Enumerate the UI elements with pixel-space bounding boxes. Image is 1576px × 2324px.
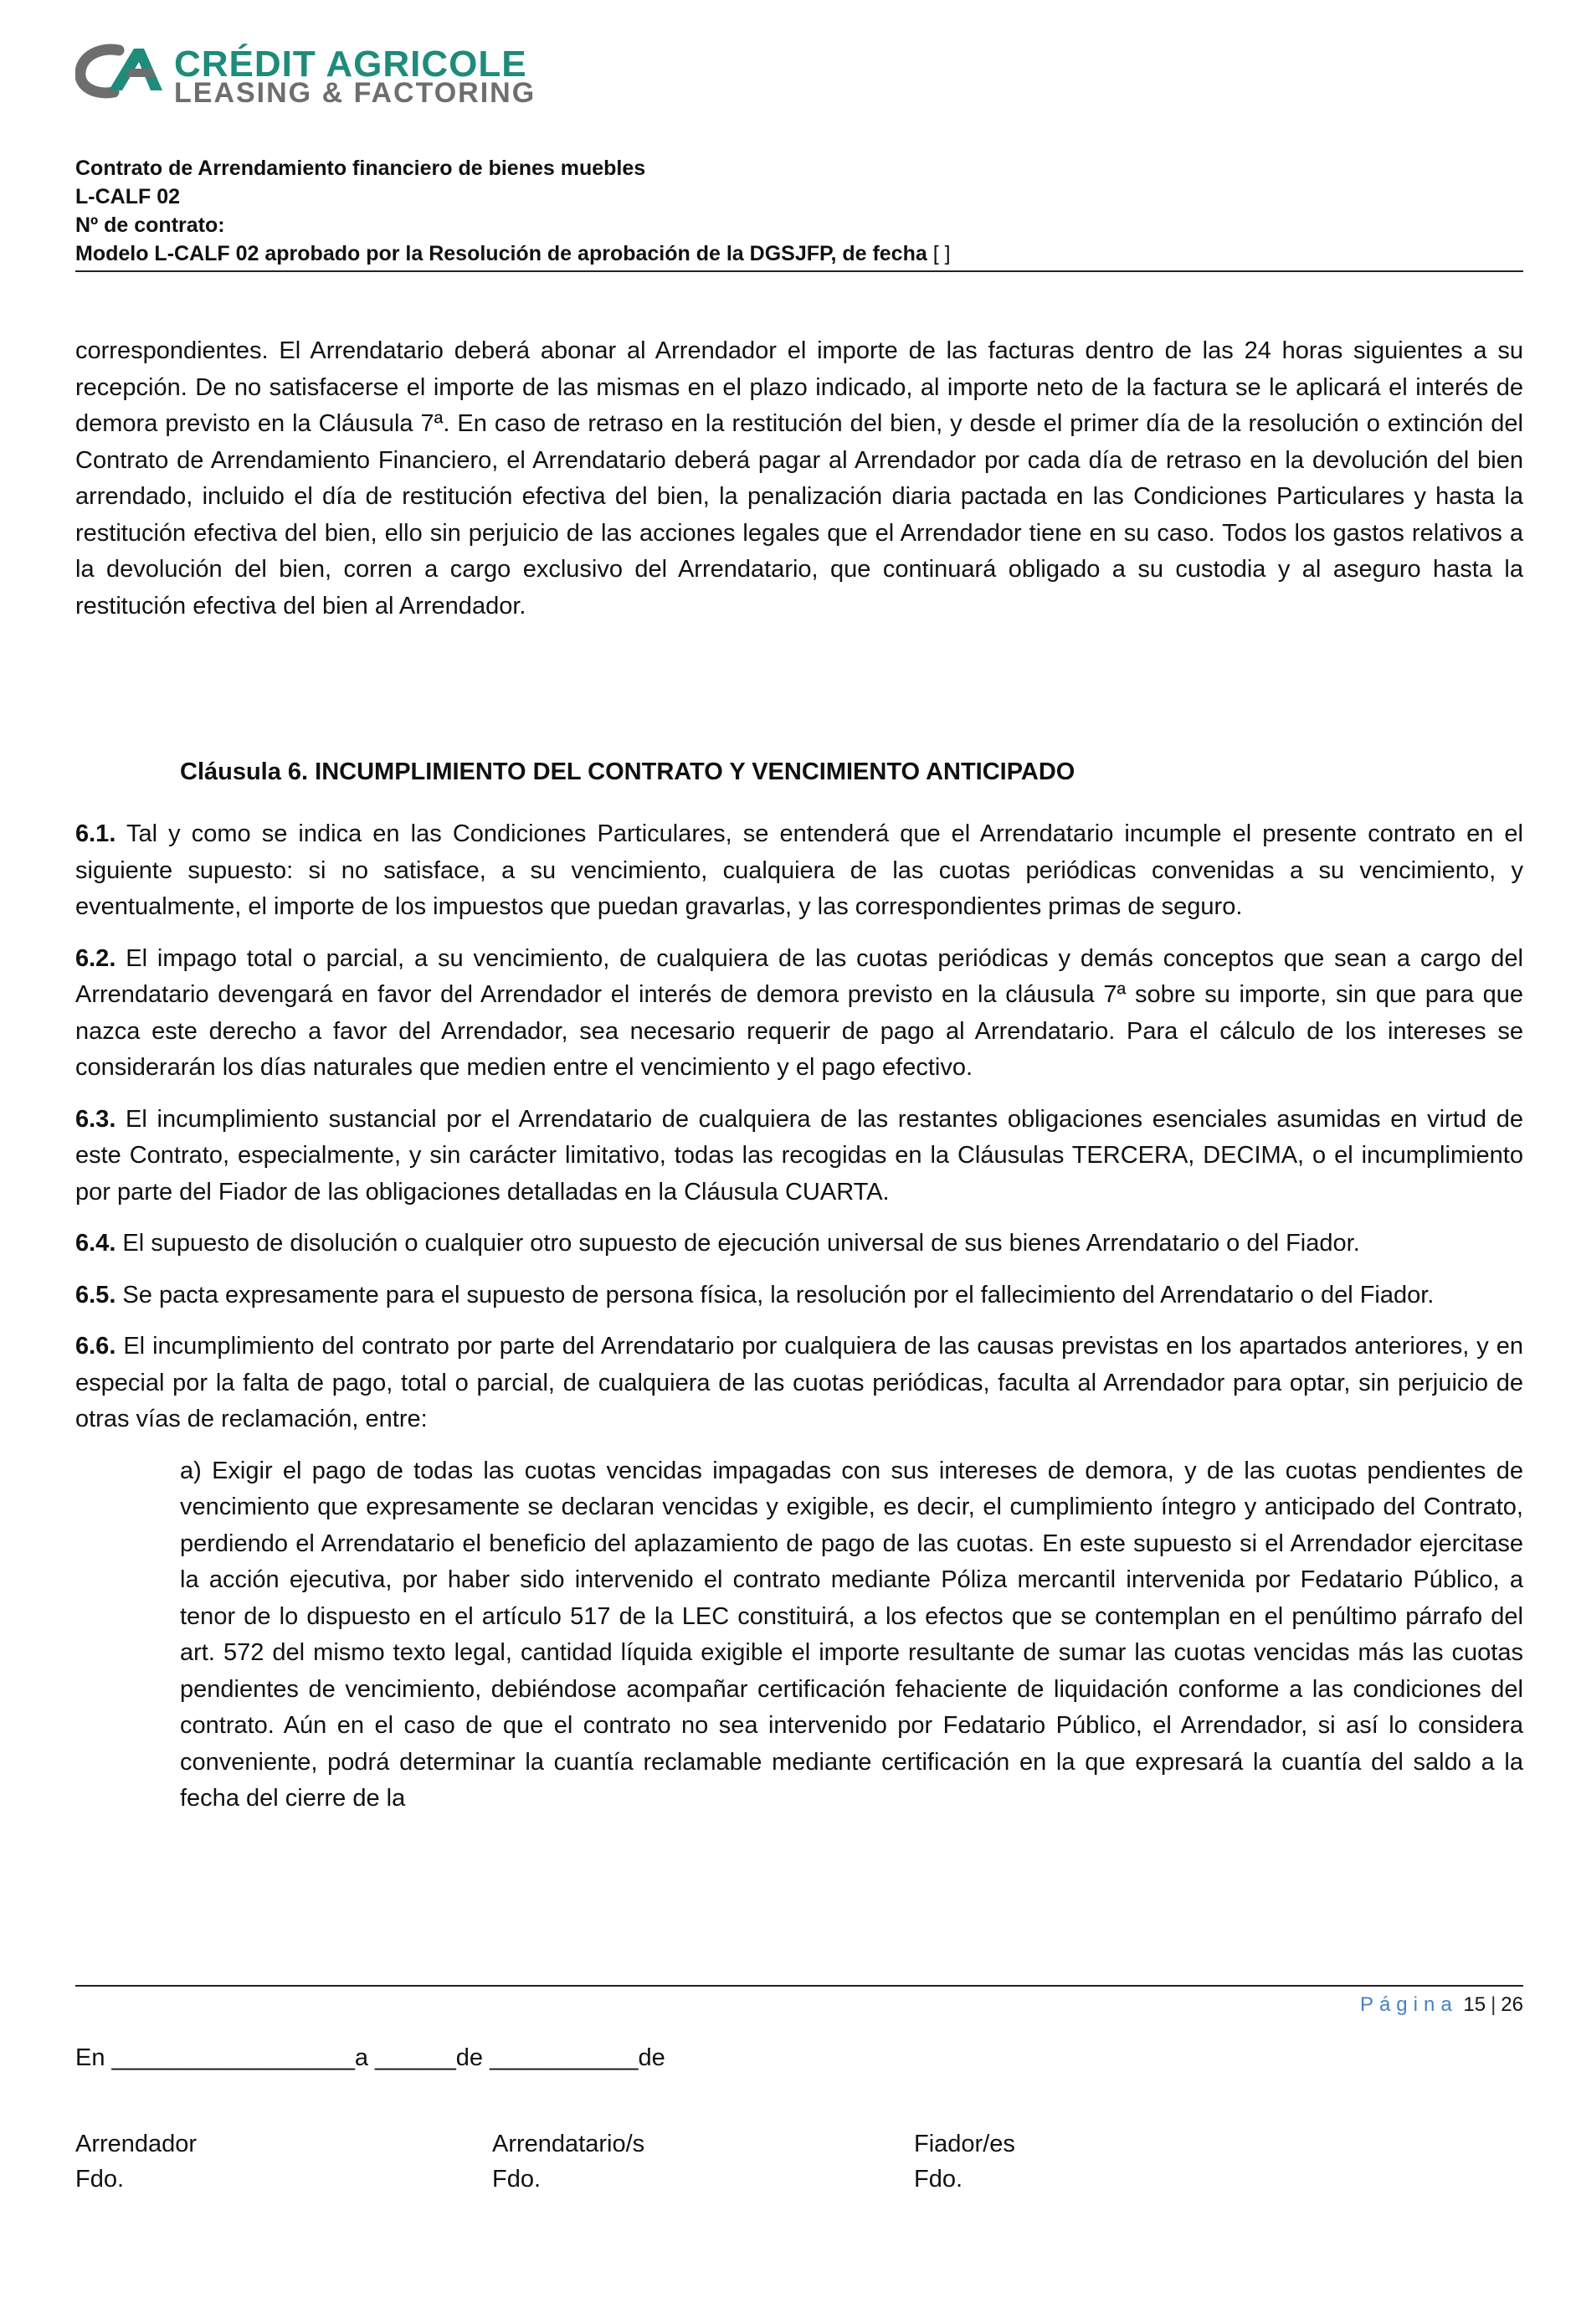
clause-sections bbox=[75, 816, 1523, 1818]
section-text: Tal y como se indica en las Condiciones Particulares, se entenderá que el Arrendatario incumple el presente contrato en el siguiente supuesto: si no satisface, a su vencimiento, cualquiera de las cuotas periódicas convenidas a su vencimiento, y eventualmente, el importe de los impuestos que puedan gravarlas, y las correspondientes primas de seguro. bbox=[75, 820, 1523, 920]
section-6-4 bbox=[75, 1226, 1523, 1262]
header-model-code: L-CALF 02 bbox=[75, 185, 180, 208]
document-header bbox=[75, 154, 1523, 268]
intro-paragraph: correspondientes. El Arrendatario deberá abonar al Arrendador el importe de las facturas dentro de las 24 horas siguientes a su recepción. De no satisfacerse el importe de las mismas en el plazo indicado, al importe neto de la factura se le aplicará el interés de demora previsto en la Cláusula 7ª. En caso de retraso en la restitución del bien, y desde el primer día de la resolución o extinción del Contrato de Arrendamiento Financiero, el Arrendatario deberá pagar al Arrendador por cada día de retraso en la devolución del bien arrendado, incluido el día de restitución efectiva del bien, la penalización diaria pactada en las Condiciones Particulares y hasta la restitución efectiva del bien, ello sin perjuicio de las acciones legales que el Arrendador tiene en su caso. Todos los gastos relativos a la devolución del bien, corren a cargo exclusivo del Arrendatario, que continuará obligado a su custodia y al aseguro hasta la restitución efectiva del bien al Arrendador. bbox=[75, 337, 1523, 620]
logo-line-2: LEASING & FACTORING bbox=[174, 77, 536, 109]
signature-fdo: Fdo. bbox=[75, 2166, 125, 2193]
section-text: Se pacta expresamente para el supuesto de persona física, la resolución por el fallecimiento del Arrendatario o del Fiador. bbox=[116, 1281, 1435, 1309]
header-approval-date: [ ] bbox=[932, 242, 951, 265]
header-divider bbox=[75, 270, 1523, 272]
page-separator: | bbox=[1491, 1993, 1496, 2016]
header-approval bbox=[75, 239, 1523, 268]
signature-place-date: En __________________a ______de ___________de bbox=[75, 2044, 665, 2071]
section-6-1 bbox=[75, 816, 1523, 926]
section-6-3 bbox=[75, 1102, 1523, 1211]
section-6-2 bbox=[75, 941, 1523, 1087]
signature-arrendador bbox=[75, 2126, 197, 2197]
section-text: El incumplimiento del contrato por parte del Arrendatario por cualquiera de las causas previstas en los apartados anteriores, y en especial por la falta de pago, total o parcial, de cualquiera de las cuotas periódicas, faculta al Arrendador para optar, sin perjuicio de otras vías de reclamación, entre: bbox=[75, 1333, 1523, 1432]
page-label: Página bbox=[1359, 1993, 1458, 2016]
footer-divider bbox=[75, 1985, 1523, 1987]
subsection-a: a) Exigir el pago de todas las cuotas vencidas impagadas con sus intereses de demora, y de las cuotas pendientes de vencimiento que expresamente se declaran vencidas y exigible, es decir, el cumplimiento íntegro y anticipado del Contrato, perdiendo el Arrendatario el beneficio del aplazamiento de pago de las cuotas. En este supuesto si el Arrendador ejercitase la acción ejecutiva, por haber sido intervenido el contrato mediante Póliza mercantil intervenida por Fedatario Público, a tenor de lo dispuesto en el artículo 517 de la LEC constituirá, a los efectos que se contemplan en el penúltimo párrafo del art. 572 del mismo texto legal, cantidad líquida exigible el importe resultante de sumar las cuotas vencidas más las cuotas pendientes de vencimiento, debiéndose acompañar certificación fehaciente de liquidación conforme a las condiciones del contrato. Aún en el caso de que el contrato no sea intervenido por Fedatario Público, el Arrendador, si así lo considera conveniente, podrá determinar la cuantía reclamable mediante certificación en la que expresará la cuantía del saldo a la fecha del cierre de la bbox=[180, 1457, 1523, 1812]
section-number: 6.4. bbox=[75, 1230, 116, 1257]
signature-fdo: Fdo. bbox=[492, 2166, 542, 2193]
signature-label: Fiador/es bbox=[914, 2131, 1015, 2157]
intro-paragraph-block bbox=[75, 333, 1523, 625]
signature-arrendatario bbox=[492, 2126, 644, 2197]
signature-label: Arrendatario/s bbox=[492, 2131, 645, 2157]
section-text: El supuesto de disolución o cualquier otro supuesto de ejecución universal de sus bienes Arrendatario o del Fiador. bbox=[116, 1230, 1360, 1257]
page-number bbox=[1360, 1993, 1523, 2017]
section-number: 6.3. bbox=[75, 1105, 116, 1133]
clause-title: Cláusula 6. INCUMPLIMIENTO DEL CONTRATO Y VENCIMIENTO ANTICIPADO bbox=[180, 758, 1075, 785]
page-total: 26 bbox=[1501, 1993, 1523, 2016]
page-current: 15 bbox=[1463, 1993, 1486, 2016]
section-text: El incumplimiento sustancial por el Arrendatario de cualquiera de las restantes obligaciones esenciales asumidas en virtud de este Contrato, especialmente, y sin carácter limitativo, todas las recogidas en la Cláusulas TERCERA, DECIMA, o el incumplimiento por parte del Fiador de las obligaciones detalladas en la Cláusula CUARTA. bbox=[75, 1105, 1523, 1206]
logo-line-1: CRÉDIT AGRICOLE bbox=[174, 44, 527, 85]
header-contract-type: Contrato de Arrendamiento financiero de bienes muebles bbox=[75, 157, 646, 180]
header-contract-number: Nº de contrato: bbox=[75, 213, 225, 237]
header-approval-text: Modelo L-CALF 02 aprobado por la Resolución de aprobación de la DGSJFP, de fecha bbox=[75, 242, 927, 265]
section-6-6 bbox=[75, 1329, 1523, 1438]
company-logo bbox=[75, 44, 569, 111]
section-number: 6.2. bbox=[75, 944, 116, 972]
section-number: 6.6. bbox=[75, 1333, 116, 1360]
section-text: El impago total o parcial, a su vencimiento, de cualquiera de las cuotas periódicas y demás conceptos que sean a cargo del Arrendatario devengará en favor del Arrendador el interés de demora previsto en la cláusula 7ª sobre su importe, sin que para que nazca este derecho a favor del Arrendador, sea necesario requerir de pago al Arrendatario. Para el cálculo de los intereses se considerarán los días naturales que medien entre el vencimiento y el pago efectivo. bbox=[75, 944, 1523, 1081]
logo-mark-icon bbox=[75, 44, 169, 99]
signature-fdo: Fdo. bbox=[914, 2166, 963, 2193]
section-number: 6.1. bbox=[75, 820, 116, 847]
section-number: 6.5. bbox=[75, 1281, 116, 1309]
signature-fiador bbox=[914, 2126, 1015, 2197]
signature-label: Arrendador bbox=[75, 2131, 198, 2157]
section-6-5 bbox=[75, 1278, 1523, 1314]
